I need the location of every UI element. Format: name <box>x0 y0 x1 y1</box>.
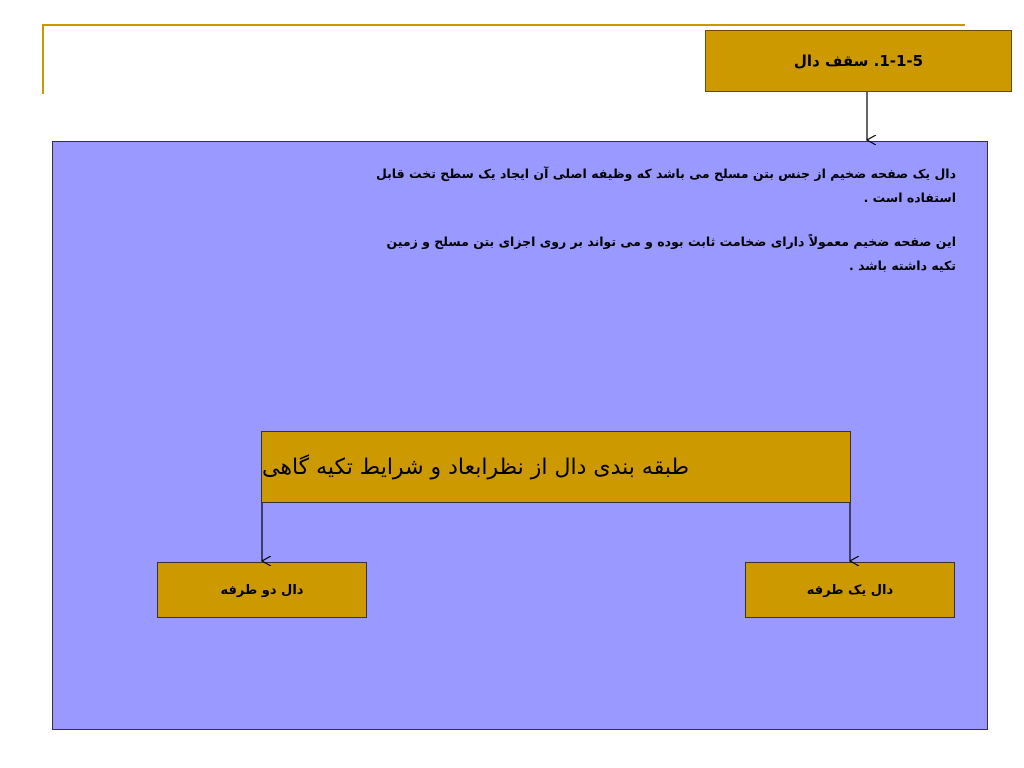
description <box>233 162 956 278</box>
classification-box <box>261 431 851 503</box>
frame-left-line <box>42 24 44 94</box>
two-way-slab-box <box>157 562 367 618</box>
description-line-3: این صفحه ضخیم معمولاً دارای ضخامت ثابت بوده و می تواند بر روی اجزای بتن مسلح و زمین <box>386 234 956 249</box>
description-line-4: تکیه داشته باشد . <box>848 258 956 273</box>
title-text: 1-1-5. سقف دال <box>793 52 924 70</box>
frame-top-line <box>43 24 965 26</box>
description-line-1: دال یک صفحه ضخیم از جنس بتن مسلح می باشد که وظیفه اصلی آن ایجاد یک سطح تخت قابل <box>375 166 956 181</box>
description-line-2: استفاده است . <box>863 190 956 205</box>
one-way-slab-box <box>745 562 955 618</box>
two-way-slab-label: دال دو طرفه <box>220 582 304 598</box>
one-way-slab-label: دال یک طرفه <box>806 582 894 598</box>
title-box <box>705 30 1012 92</box>
classification-label: طبقه بندی دال از نظرابعاد و شرایط تکیه گاهی <box>262 454 689 480</box>
